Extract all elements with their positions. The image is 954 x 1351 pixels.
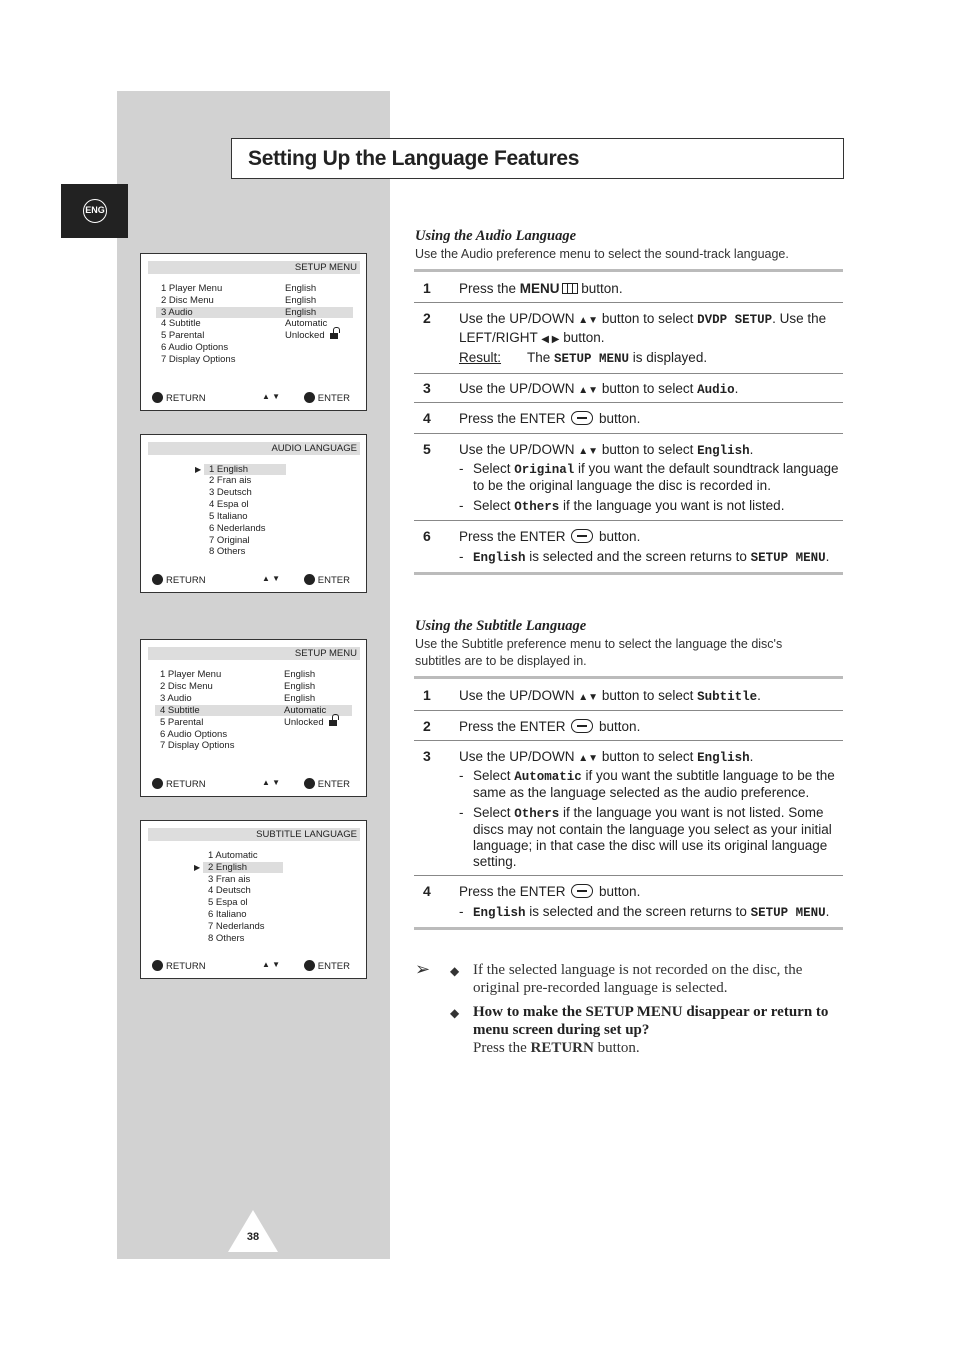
step-text: button. <box>577 281 623 296</box>
divider <box>414 676 843 679</box>
updown-arrows: ▲ ▼ <box>262 392 281 401</box>
step-text: . <box>825 549 830 564</box>
enter-icon <box>304 960 315 971</box>
menu-item: 2 Disc Menu <box>161 295 214 306</box>
updown-arrows: ▲ ▼ <box>262 574 281 583</box>
menu-item: 6 Audio Options <box>161 342 229 353</box>
updown-arrows-icon: ▲▼ <box>578 692 599 703</box>
menu-term: DVDP SETUP <box>697 313 773 327</box>
step-text: button. <box>595 529 641 544</box>
menu-term: Others <box>514 807 560 821</box>
language-option: 4 Espa ol <box>209 499 249 510</box>
menu-value: English <box>284 669 316 680</box>
step-text: Use the UP/DOWN <box>459 749 579 764</box>
note-question: How to make the SETUP MENU disappear or return to menu screen during set up? <box>473 1004 829 1038</box>
step-number: 5 <box>423 441 431 457</box>
return-key-label: RETURN <box>530 1040 594 1056</box>
step-number: 6 <box>423 528 431 544</box>
menu-term: English <box>473 906 526 920</box>
leftright-arrows-icon: ◀ ▶ <box>541 334 560 345</box>
subtitle-language-screen <box>140 820 367 979</box>
menu-value: Unlocked <box>285 330 325 341</box>
step-text: button. <box>595 719 641 734</box>
step-text: button to select <box>598 311 698 326</box>
note-text: button. <box>593 1040 640 1056</box>
enter-label: ENTER <box>317 961 350 972</box>
audio-section-desc: Use the Audio preference menu to select the sound-track language. <box>415 247 789 261</box>
updown-arrows-icon: ▲▼ <box>578 315 599 326</box>
selector-arrow-icon: ▶ <box>194 863 201 872</box>
step-text: . <box>749 442 754 457</box>
menu-term: English <box>697 751 750 765</box>
step-number: 2 <box>423 718 431 734</box>
step-text: . <box>734 381 739 396</box>
step-text: button. <box>595 884 641 899</box>
updown-arrows-icon: ▲▼ <box>578 753 599 764</box>
step-text: Use the UP/DOWN <box>459 311 579 326</box>
menu-item: 1 Player Menu <box>160 669 222 680</box>
selector-arrow-icon: ▶ <box>195 465 202 474</box>
menu-term: Audio <box>697 383 735 397</box>
language-option: 8 Others <box>209 546 246 557</box>
page-number: 38 <box>246 1231 260 1243</box>
language-option: 6 Italiano <box>208 909 247 920</box>
result-label: Result: <box>459 350 502 365</box>
menu-value: English <box>285 295 317 306</box>
menu-term: Subtitle <box>697 690 758 704</box>
menu-value: English <box>285 283 317 294</box>
subtitle-section-title: Using the Subtitle Language <box>415 618 587 634</box>
menu-item: 7 Display Options <box>161 354 236 365</box>
note-text: If the selected language is not recorded on the disc, the original pre-recorded language is selected. <box>473 962 803 996</box>
step-number: 2 <box>423 310 431 326</box>
updown-arrows-icon: ▲▼ <box>578 446 599 457</box>
language-option: 1 Automatic <box>208 850 258 861</box>
page-title: Setting Up the Language Features <box>248 147 580 170</box>
step-text: if you want the subtitle language to be the same as the language selected as the audio preference. <box>473 768 835 800</box>
language-option: 7 Nederlands <box>208 921 265 932</box>
screen-header: AUDIO LANGUAGE <box>148 442 360 455</box>
return-label: RETURN <box>166 575 206 586</box>
enter-button-icon <box>571 719 593 733</box>
step-text: is selected and the screen returns to <box>525 549 751 564</box>
return-label: RETURN <box>166 961 206 972</box>
menu-item-highlighted: 4 Subtitle <box>160 705 200 716</box>
enter-icon <box>304 392 315 403</box>
menu-value: English <box>284 693 316 704</box>
bullet-icon: ◆ <box>450 964 460 978</box>
menu-term: SETUP MENU <box>750 551 826 565</box>
menu-item: 3 Audio <box>160 693 192 704</box>
step-text: button to select <box>598 442 698 457</box>
return-icon <box>152 778 163 789</box>
step-number: 1 <box>423 280 431 296</box>
menu-term: English <box>697 444 750 458</box>
subtitle-section-desc: Use the Subtitle preference menu to select the language the disc's subtitles are to be displayed in. <box>415 637 783 668</box>
menu-term: SETUP MENU <box>554 352 630 366</box>
language-option: 2 Fran ais <box>209 475 252 486</box>
menu-value: Unlocked <box>284 717 324 728</box>
setup-menu-screen-audio <box>140 253 367 411</box>
return-icon <box>152 574 163 585</box>
step-text: Press the ENTER <box>459 884 570 899</box>
screen-header: SETUP MENU <box>148 647 360 660</box>
step-text: is selected and the screen returns to <box>525 904 751 919</box>
step-text: Use the UP/DOWN <box>459 442 579 457</box>
step-text: if the language you want is not listed. Some discs may not contain the language you select as your initial language; in that case the disc will use its original language setting. <box>473 805 832 869</box>
lock-icon <box>329 720 337 726</box>
menu-term: English <box>473 551 526 565</box>
enter-button-icon <box>571 411 593 425</box>
step-text: Select <box>473 461 515 476</box>
language-option: 7 Original <box>209 535 250 546</box>
step-text: button to select <box>598 749 698 764</box>
updown-arrows-icon: ▲▼ <box>578 385 599 396</box>
return-icon <box>152 392 163 403</box>
enter-button-icon <box>571 884 593 898</box>
return-label: RETURN <box>166 393 206 404</box>
divider <box>414 927 843 930</box>
step-text: button. <box>595 411 641 426</box>
updown-arrows: ▲ ▼ <box>262 960 281 969</box>
menu-button-icon <box>562 283 578 294</box>
step-text: Use the UP/DOWN <box>459 381 579 396</box>
step-text: Press the ENTER <box>459 529 570 544</box>
menu-item: 5 Parental <box>161 330 205 341</box>
enter-icon <box>304 778 315 789</box>
menu-term: Original <box>514 463 575 477</box>
menu-item: 6 Audio Options <box>160 729 228 740</box>
menu-term: Others <box>514 500 560 514</box>
step-number: 4 <box>423 883 431 899</box>
setup-menu-screen-subtitle <box>140 639 367 797</box>
step-text: Press the ENTER <box>459 411 570 426</box>
eng-badge: ENG <box>83 199 107 223</box>
menu-item: 1 Player Menu <box>161 283 223 294</box>
menu-term: Automatic <box>514 770 582 784</box>
enter-label: ENTER <box>317 393 350 404</box>
menu-value: Automatic <box>284 705 327 716</box>
step-text: button. <box>559 330 605 345</box>
menu-item: 7 Display Options <box>160 740 235 751</box>
enter-button-icon <box>571 529 593 543</box>
step-text: if the language you want is not listed. <box>559 498 785 513</box>
return-label: RETURN <box>166 779 206 790</box>
step-text: Press the ENTER <box>459 719 570 734</box>
menu-value: English <box>285 307 317 318</box>
enter-label: ENTER <box>317 779 350 790</box>
step-text: . Use the LEFT/RIGHT <box>459 311 827 345</box>
step-text: . <box>757 688 761 703</box>
menu-term: SETUP MENU <box>750 906 826 920</box>
step-number: 4 <box>423 410 431 426</box>
step-text: Select <box>473 768 515 783</box>
divider <box>414 269 843 272</box>
audio-section-title: Using the Audio Language <box>415 228 577 244</box>
step-text: The <box>527 350 555 365</box>
menu-item: 5 Parental <box>160 717 204 728</box>
menu-item-highlighted: 3 Audio <box>161 307 193 318</box>
step-text: Press the <box>459 281 520 296</box>
step-number: 1 <box>423 687 431 703</box>
step-text: Select <box>473 498 515 513</box>
language-option: 8 Others <box>208 933 245 944</box>
enter-icon <box>304 574 315 585</box>
step-number: 3 <box>423 748 431 764</box>
menu-key-label: MENU <box>519 281 560 296</box>
bullet-icon: ◆ <box>450 1006 460 1020</box>
language-option-highlighted: 1 English <box>209 464 249 475</box>
menu-value: English <box>284 681 316 692</box>
step-text: Select <box>473 805 515 820</box>
screen-header: SUBTITLE LANGUAGE <box>148 828 360 841</box>
step-text: if you want the default soundtrack language to be the original language the disc is recorded in. <box>473 461 839 493</box>
lock-icon <box>330 333 338 339</box>
step-text: . <box>825 904 830 919</box>
pointer-icon: ➢ <box>415 959 431 979</box>
title-box <box>231 138 844 179</box>
step-text: button to select <box>598 381 698 396</box>
step-text: is displayed. <box>629 350 708 365</box>
updown-arrows: ▲ ▼ <box>262 778 281 787</box>
enter-label: ENTER <box>317 575 350 586</box>
step-text: . <box>749 749 754 764</box>
language-option: 3 Deutsch <box>209 487 252 498</box>
language-option: 5 Italiano <box>209 511 248 522</box>
step-text: button to select <box>598 688 698 703</box>
menu-item: 4 Subtitle <box>161 318 201 329</box>
language-option: 3 Fran ais <box>208 874 251 885</box>
language-option: 5 Espa ol <box>208 897 248 908</box>
menu-value: Automatic <box>285 318 328 329</box>
step-text: Use the UP/DOWN <box>459 688 579 703</box>
screen-header: SETUP MENU <box>148 261 360 274</box>
note-text: Press the <box>473 1040 531 1056</box>
return-icon <box>152 960 163 971</box>
language-option-highlighted: 2 English <box>208 862 248 873</box>
language-option: 4 Deutsch <box>208 885 251 896</box>
menu-item: 2 Disc Menu <box>160 681 213 692</box>
language-option: 6 Nederlands <box>209 523 266 534</box>
step-number: 3 <box>423 380 431 396</box>
divider <box>414 572 843 575</box>
audio-language-screen <box>140 434 367 593</box>
